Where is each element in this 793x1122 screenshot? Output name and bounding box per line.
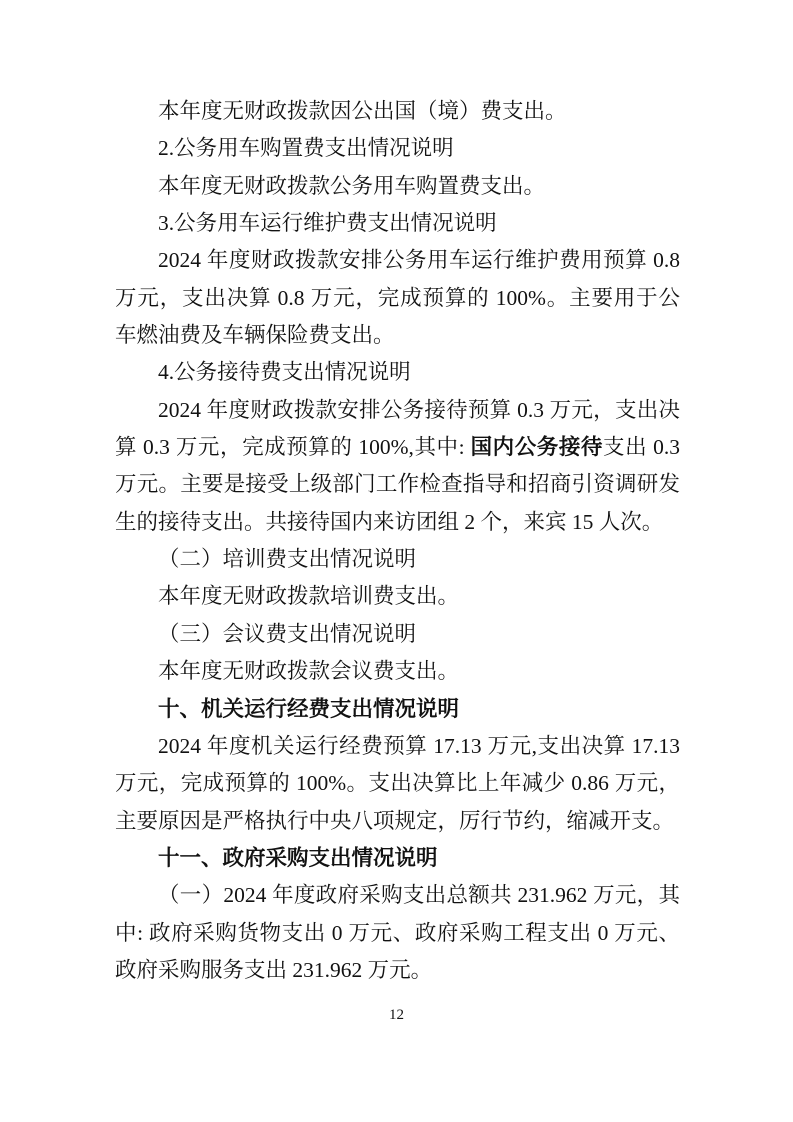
- body-paragraph: 本年度无财政拨款培训费支出。: [158, 584, 460, 609]
- body-paragraph: 2024 年度财政拨款安排公务用车运行维护费用预算 0.8 万元，支出决算 0.8 万元，完成预算的 100%。主要用于公车燃油费及车辆保险费支出。: [115, 248, 680, 348]
- body-paragraph: （一）2024 年度政府采购支出总额共 231.962 万元，其中: 政府采购货物支出 0 万元、政府采购工程支出 0 万元、政府采购服务支出 231.962 万元。: [115, 883, 680, 982]
- section-heading: 十、机关运行经费支出情况说明: [158, 696, 460, 721]
- page-number: 12: [389, 1007, 404, 1023]
- paragraph-text: 2024 年度财政拨款安排公务接待预算 0.3 万元，支出决算 0.3 万元，完成预算的 100%,其中:: [115, 397, 680, 460]
- body-paragraph: 本年度无财政拨款公务用车购置费支出。: [158, 173, 546, 198]
- numbered-subheading: （二）培训费支出情况说明: [158, 547, 417, 572]
- section-heading: 十一、政府采购支出情况说明: [158, 845, 438, 870]
- numbered-subheading: 4.公务接待费支出情况说明: [158, 360, 411, 385]
- page-content: [115, 93, 680, 989]
- body-paragraph: 2024 年度机关运行经费预算 17.13 万元,支出决算 17.13 万元，完成预算的 100%。支出决算比上年减少 0.86 万元，主要原因是严格执行中央八项规定，厉行节约，缩减开支。: [115, 733, 680, 833]
- numbered-subheading: （三）会议费支出情况说明: [158, 621, 417, 646]
- numbered-subheading: 3.公务用车运行维护费支出情况说明: [158, 211, 497, 236]
- body-paragraph: [115, 392, 680, 541]
- body-paragraph: 本年度无财政拨款因公出国（境）费支出。: [158, 99, 567, 123]
- paragraph-text: 支出 0.3 万元。主要是接受上级部门工作检查指导和招商引资调研发生的接待支出。共接待国内来访团组 2 个，来宾 15 人次。: [115, 435, 680, 534]
- bold-inline-phrase: 国内公务接待: [470, 435, 604, 460]
- numbered-subheading: 2.公务用车购置费支出情况说明: [158, 136, 454, 161]
- body-paragraph: 本年度无财政拨款会议费支出。: [158, 659, 460, 684]
